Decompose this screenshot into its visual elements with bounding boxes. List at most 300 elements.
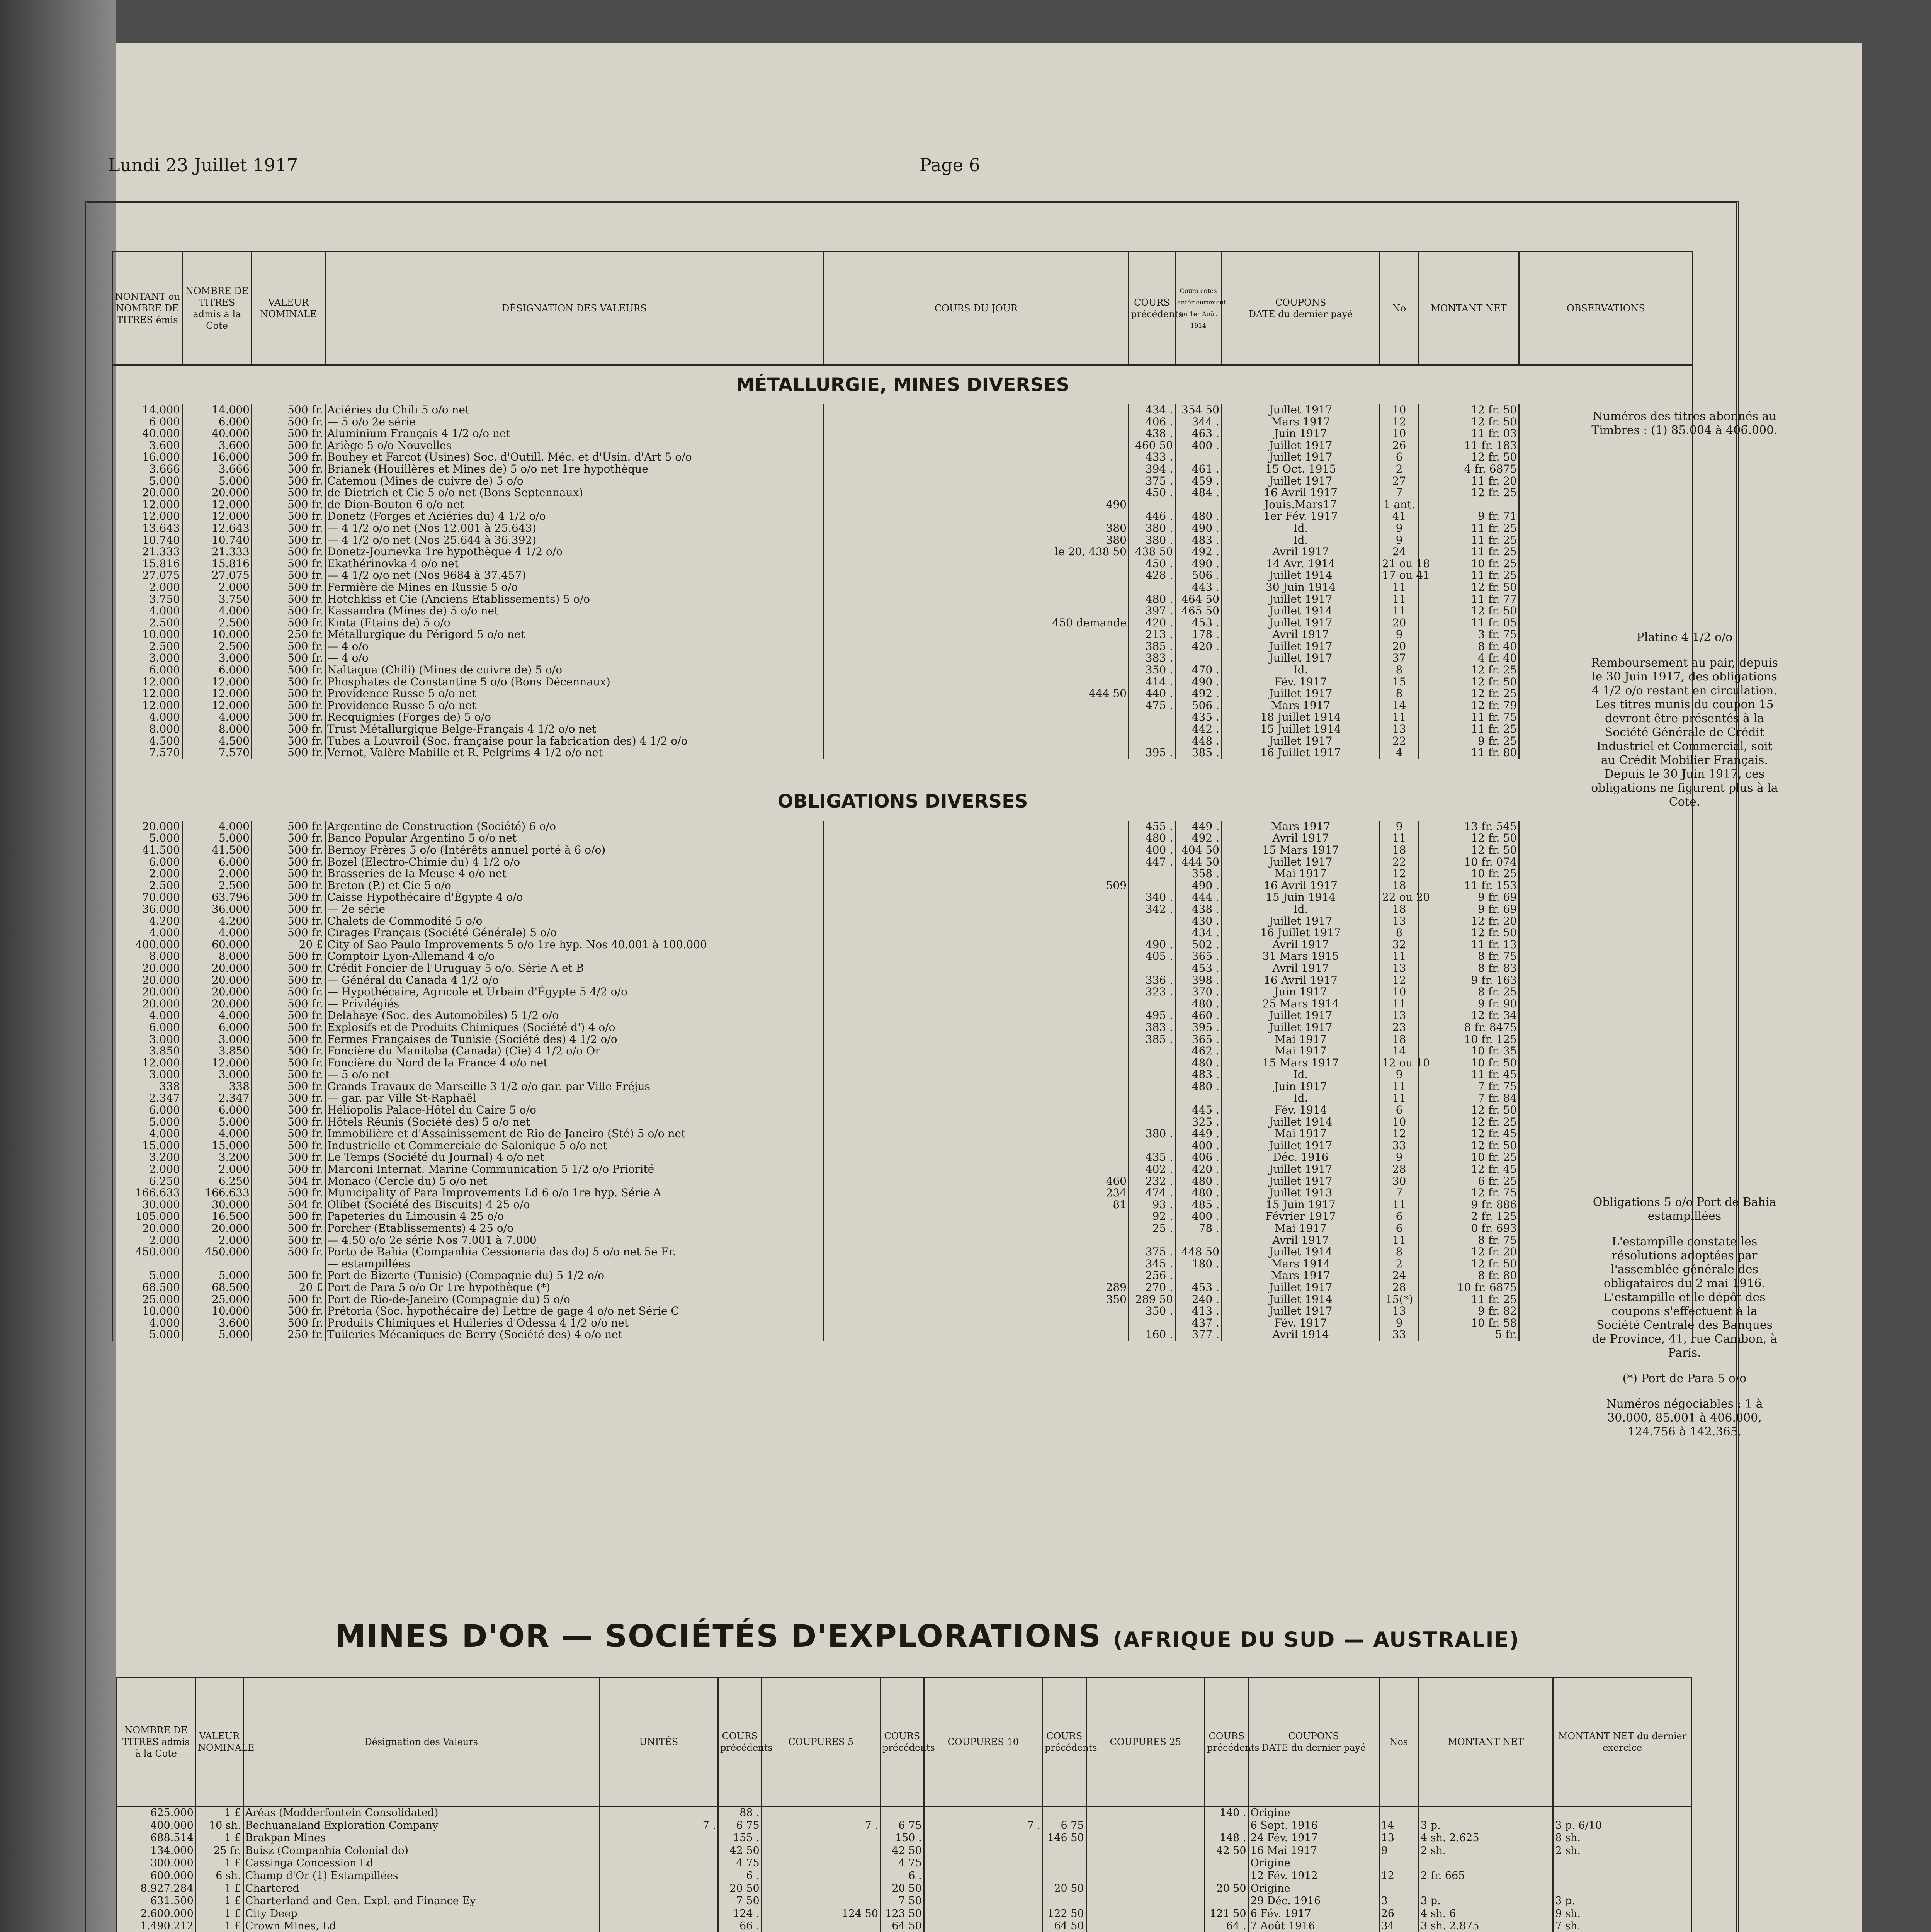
mcol-nombre: NOMBRE DE TITRES admis à la Cote <box>117 1678 196 1806</box>
cell-cours-prec: 414 . <box>1129 676 1175 688</box>
cell-exercice: 3 p. 6/10 <box>1553 1820 1692 1832</box>
cell-cours-cote: 492 . <box>1175 832 1222 844</box>
cell-admis: 40.000 <box>182 428 252 440</box>
cell-date: 31 Mars 1915 <box>1222 951 1380 963</box>
cell-valeur: 500 fr. <box>252 1187 325 1199</box>
cell-emis: 20.000 <box>113 1223 182 1235</box>
cell-montant: 12 fr. 50 <box>1419 404 1519 416</box>
cell-cours-prec: 394 . <box>1129 463 1175 475</box>
cell-designation: Immobilière et d'Assainissement de Rio de Janeiro (Sté) 5 o/o net <box>325 1128 824 1140</box>
cell-emis: 36.000 <box>113 903 182 915</box>
cell-emis: 12.000 <box>113 700 182 712</box>
cell-cours-cote: 480 . <box>1175 1057 1222 1069</box>
cell-designation: Foncière du Nord de la France 4 o/o net <box>325 1057 824 1069</box>
cell-cours-prec: 256 . <box>1129 1270 1175 1282</box>
date-label: DATE du dernier payé <box>1248 309 1353 320</box>
cell-emis: 400.000 <box>113 939 182 951</box>
cell-no: 11 <box>1380 1081 1419 1093</box>
cell-no: 33 <box>1380 1329 1419 1341</box>
cell-prec10: 122 50 <box>1042 1908 1086 1920</box>
cell-cours-prec: 93 . <box>1129 1199 1175 1211</box>
section-metallurgie-text: MÉTALLURGIE, MINES DIVERSES <box>113 365 1693 405</box>
cell-coupures5 <box>762 1870 880 1883</box>
cell-cours-jour <box>824 641 1129 653</box>
cell-emis <box>113 1258 182 1270</box>
cell-montant: 11 fr. 183 <box>1419 440 1519 452</box>
cell-no: 15(*) <box>1380 1294 1419 1306</box>
cell-cours-jour <box>824 1128 1129 1140</box>
cell-designation: Kassandra (Mines de) 5 o/o net <box>325 605 824 617</box>
table-row <box>117 1870 1692 1883</box>
cell-prec5: 150 . <box>880 1832 924 1845</box>
cell-designation: Ariège 5 o/o Nouvelles <box>325 440 824 452</box>
cell-cours-cote: 480 . <box>1175 1187 1222 1199</box>
cell-admis: 6.000 <box>182 856 252 868</box>
cell-cours-prec: 213 . <box>1129 629 1175 641</box>
cell-designation: Cassinga Concession Ld <box>243 1857 599 1870</box>
cell-designation: — 4 o/o <box>325 641 824 653</box>
table-row <box>117 1806 1692 1820</box>
cell-valeur: 500 fr. <box>252 641 325 653</box>
cell-exercice: 7 sh. <box>1553 1920 1692 1932</box>
cell-prec1: 124 . <box>718 1908 762 1920</box>
cell-prec5: 123 50 <box>880 1908 924 1920</box>
cell-emis: 6.000 <box>113 1104 182 1116</box>
table-row <box>113 1270 1693 1282</box>
mcol-prec10: COURS précédents <box>1042 1678 1086 1806</box>
cell-valeur: 500 fr. <box>252 747 325 759</box>
cell-valeur: 500 fr. <box>252 975 325 986</box>
cell-admis: 4.000 <box>182 1010 252 1022</box>
cell-unites <box>599 1857 718 1870</box>
cell-admis: 3.000 <box>182 652 252 664</box>
cell-cours-prec: 480 . <box>1129 832 1175 844</box>
cell-emis: 5.000 <box>113 1116 182 1128</box>
cell-cours-cote: 370 . <box>1175 986 1222 998</box>
cell-date: Juillet 1917 <box>1222 1010 1380 1022</box>
table-row <box>113 1081 1693 1093</box>
cell-prec10: 20 50 <box>1042 1883 1086 1895</box>
cell-designation: Bernoy Frères 5 o/o (Intérêts annuel porté à 6 o/o) <box>325 844 824 856</box>
cell-date: Déc. 1916 <box>1222 1151 1380 1163</box>
cell-cours-cote: 420 . <box>1175 641 1222 653</box>
cell-exercice: 3 p. <box>1553 1895 1692 1908</box>
cell-admis: 3.750 <box>182 594 252 605</box>
table-row <box>113 629 1693 641</box>
cell-cours-jour <box>824 629 1129 641</box>
cell-cours-prec <box>1129 1069 1175 1081</box>
cell-designation: Marconi Internat. Marine Communication 5 1/2 o/o Priorité <box>325 1163 824 1175</box>
cell-cours-prec: 336 . <box>1129 975 1175 986</box>
cell-cours-cote: 506 . <box>1175 700 1222 712</box>
cell-emis: 13.643 <box>113 522 182 534</box>
cell-no: 9 <box>1380 534 1419 546</box>
cell-prec25: 64 . <box>1205 1920 1248 1932</box>
col-montant: MONTANT NET <box>1419 252 1519 365</box>
cell-nombre: 400.000 <box>117 1820 196 1832</box>
cell-cours-cote: 400 . <box>1175 1140 1222 1152</box>
cell-cours-prec: 323 . <box>1129 986 1175 998</box>
cell-valeur: 500 fr. <box>252 963 325 975</box>
cell-admis: 4.000 <box>182 711 252 723</box>
cell-valeur: 500 fr. <box>252 700 325 712</box>
cell-admis: 20.000 <box>182 975 252 986</box>
cell-cours-jour <box>824 1163 1129 1175</box>
cell-prec25: 42 50 <box>1205 1845 1248 1857</box>
table-row <box>117 1920 1692 1932</box>
cell-cours-cote: 406 . <box>1175 1151 1222 1163</box>
cell-cours-prec: 160 . <box>1129 1329 1175 1341</box>
cell-cours-prec: 480 . <box>1129 594 1175 605</box>
cell-prec10 <box>1042 1870 1086 1883</box>
cell-date: Id. <box>1222 1092 1380 1104</box>
obs-3: Remboursement au pair, depuis le 30 Juin 1917, des obligations 4 1/2 o/o restant en circulation. Les titres munis du coupon 15 devront être présentés à la Société Générale de Crédit Industriel et Commercial, soit au Crédit Mobilier Français. Depuis le 30 Juin 1917, ces obligations ne figurent plus à la Cote. <box>1591 656 1778 809</box>
cell-cours-cote: 178 . <box>1175 629 1222 641</box>
cell-admis: 41.500 <box>182 844 252 856</box>
cell-date: 1er Fév. 1917 <box>1222 510 1380 522</box>
cell-cours-jour <box>824 711 1129 723</box>
cell-prec1: 6 . <box>718 1870 762 1883</box>
cell-valeur: 500 fr. <box>252 1223 325 1235</box>
cell-valeur: 500 fr. <box>252 522 325 534</box>
cell-coupures5: 124 50 <box>762 1908 880 1920</box>
cell-valeur: 500 fr. <box>252 1022 325 1034</box>
cell-cours-jour: 450 demande <box>824 617 1129 629</box>
cell-cours-prec: 428 . <box>1129 570 1175 582</box>
spacer-cell <box>113 759 1693 782</box>
cell-valeur: 500 fr. <box>252 880 325 892</box>
cell-designation: Port de Rio-de-Janeiro (Compagnie du) 5 o/o <box>325 1294 824 1306</box>
table-row <box>113 534 1693 546</box>
cell-valeur: 500 fr. <box>252 1270 325 1282</box>
table-row <box>113 986 1693 998</box>
table-securities <box>112 251 1693 1341</box>
cell-emis: 12.000 <box>113 676 182 688</box>
cell-coupures10 <box>924 1870 1042 1883</box>
cell-montant: 11 fr. 25 <box>1419 570 1519 582</box>
cell-emis: 4.000 <box>113 1010 182 1022</box>
cell-cours-prec: 270 . <box>1129 1282 1175 1294</box>
table-row <box>117 1895 1692 1908</box>
cell-montant: 12 fr. 50 <box>1419 832 1519 844</box>
cell-date: Juillet 1917 <box>1222 451 1380 463</box>
observations <box>1588 410 1781 1451</box>
table-row <box>113 522 1693 534</box>
cell-prec25: 20 50 <box>1205 1883 1248 1895</box>
table-row <box>113 844 1693 856</box>
page-date: Lundi 23 Juillet 1917 <box>108 155 298 175</box>
cell-cours-jour <box>824 963 1129 975</box>
cell-valeur: 500 fr. <box>252 1211 325 1223</box>
cell-emis: 7.570 <box>113 747 182 759</box>
cell-admis: 2.347 <box>182 1092 252 1104</box>
cell-montant: 11 fr. 25 <box>1419 1294 1519 1306</box>
cell-montant: 12 fr. 20 <box>1419 1246 1519 1258</box>
cell-montant: 4 sh. 2.625 <box>1419 1832 1553 1845</box>
cell-cours-cote: 490 . <box>1175 522 1222 534</box>
cell-designation: Porto de Bahia (Companhia Cessionaria das do) 5 o/o net 5e Fr. <box>325 1246 824 1258</box>
cell-date: Juillet 1917 <box>1222 475 1380 487</box>
cell-no: 9 <box>1379 1845 1418 1857</box>
cell-cours-jour: 350 <box>824 1294 1129 1306</box>
cell-coupures10 <box>924 1857 1042 1870</box>
cell-no: 11 <box>1380 582 1419 594</box>
cell-cours-jour <box>824 451 1129 463</box>
cell-date: 7 Août 1916 <box>1248 1920 1379 1932</box>
cell-montant: 12 fr. 50 <box>1419 1104 1519 1116</box>
cell-valeur: 500 fr. <box>252 856 325 868</box>
cell-no: 14 <box>1379 1820 1418 1832</box>
cell-cours-jour: 444 50 <box>824 688 1129 700</box>
cell-cours-cote: 358 . <box>1175 868 1222 880</box>
cell-admis: 6.250 <box>182 1175 252 1187</box>
cell-montant: 12 fr. 79 <box>1419 700 1519 712</box>
cell-designation: Chalets de Commodité 5 o/o <box>325 915 824 927</box>
cell-emis: 6.000 <box>113 664 182 676</box>
cell-montant: 13 fr. 545 <box>1419 821 1519 833</box>
cell-montant: 6 fr. 25 <box>1419 1175 1519 1187</box>
cell-date: 16 Juillet 1917 <box>1222 747 1380 759</box>
table-row <box>113 1305 1693 1317</box>
cell-cours-jour: 234 <box>824 1187 1129 1199</box>
cell-designation: — Privilégiés <box>325 998 824 1010</box>
cell-montant: 11 fr. 25 <box>1419 522 1519 534</box>
cell-date: 29 Déc. 1916 <box>1248 1895 1379 1908</box>
table-row <box>113 998 1693 1010</box>
cell-date: 15 Mars 1917 <box>1222 844 1380 856</box>
cell-admis: 166.633 <box>182 1187 252 1199</box>
cell-cours-cote <box>1175 451 1222 463</box>
cell-emis: 41.500 <box>113 844 182 856</box>
cell-cours-cote: 480 . <box>1175 998 1222 1010</box>
cell-cours-cote <box>1175 1270 1222 1282</box>
table-row <box>117 1857 1692 1870</box>
cell-cours-prec: 232 . <box>1129 1175 1175 1187</box>
cell-montant: 5 fr. <box>1419 1329 1519 1341</box>
cell-cours-prec <box>1129 880 1175 892</box>
cell-emis: 3.200 <box>113 1151 182 1163</box>
cell-prec1: 88 . <box>718 1806 762 1820</box>
cell-valeur: 500 fr. <box>252 915 325 927</box>
cell-cours-jour <box>824 891 1129 903</box>
cell-emis: 25.000 <box>113 1294 182 1306</box>
cell-montant: 3 sh. 2.875 <box>1419 1920 1553 1932</box>
cell-no: 12 ou 10 <box>1380 1057 1419 1069</box>
cell-coupures10 <box>924 1908 1042 1920</box>
obs-7: Numéros négociables : 1 à 30.000, 85.001 à 406.000, 124.756 à 142.365. <box>1606 1397 1763 1439</box>
cell-date: Mai 1917 <box>1222 1128 1380 1140</box>
cell-cours-cote: 449 . <box>1175 1128 1222 1140</box>
cell-date: Juillet 1917 <box>1222 652 1380 664</box>
cell-designation: Olibet (Société des Biscuits) 4 25 o/o <box>325 1199 824 1211</box>
cell-no: 13 <box>1380 963 1419 975</box>
cell-montant: 11 fr. 20 <box>1419 475 1519 487</box>
cell-valeur: 500 fr. <box>252 1128 325 1140</box>
cell-valeur: 1 £ <box>195 1806 243 1820</box>
cell-cours-cote: 365 . <box>1175 951 1222 963</box>
cell-nombre: 1.490.212 <box>117 1920 196 1932</box>
cell-valeur: 1 £ <box>195 1883 243 1895</box>
cell-date: 15 Juin 1917 <box>1222 1199 1380 1211</box>
cell-no: 11 <box>1380 711 1419 723</box>
cell-date: 16 Avril 1917 <box>1222 975 1380 986</box>
cell-date: Juillet 1917 <box>1222 1175 1380 1187</box>
cell-date: Id. <box>1222 1069 1380 1081</box>
cell-no: 10 <box>1380 428 1419 440</box>
cell-cours-prec: 92 . <box>1129 1211 1175 1223</box>
cell-cours-prec: 433 . <box>1129 451 1175 463</box>
cell-montant: 12 fr. 25 <box>1419 664 1519 676</box>
cell-montant: 12 fr. 45 <box>1419 1128 1519 1140</box>
cell-valeur: 500 fr. <box>252 1045 325 1057</box>
cell-admis: 2.000 <box>182 582 252 594</box>
cell-valeur: 500 fr. <box>252 475 325 487</box>
cell-admis: 4.500 <box>182 735 252 747</box>
cell-exercice: 2 sh. <box>1553 1845 1692 1857</box>
cell-montant <box>1419 499 1519 511</box>
cell-admis: 3.666 <box>182 463 252 475</box>
cell-admis: 6.000 <box>182 664 252 676</box>
cell-valeur: 500 fr. <box>252 499 325 511</box>
cell-cours-cote: 240 . <box>1175 1294 1222 1306</box>
cell-cours-prec <box>1129 711 1175 723</box>
cell-designation: Bouhey et Farcot (Usines) Soc. d'Outill. Méc. et d'Usin. d'Art 5 o/o <box>325 451 824 463</box>
cell-unites <box>599 1870 718 1883</box>
cell-nombre: 600.000 <box>117 1870 196 1883</box>
table-row <box>113 1116 1693 1128</box>
table-row <box>113 605 1693 617</box>
cell-no: 6 <box>1380 451 1419 463</box>
cell-designation: Hôtels Réunis (Société des) 5 o/o net <box>325 1116 824 1128</box>
cell-admis: 5.000 <box>182 1329 252 1341</box>
cell-cours-jour <box>824 868 1129 880</box>
cell-no: 9 <box>1380 629 1419 641</box>
cell-designation: Tubes a Louvroil (Soc. française pour la fabrication des) 4 1/2 o/o <box>325 735 824 747</box>
cell-admis: 2.500 <box>182 880 252 892</box>
cell-valeur: 504 fr. <box>252 1199 325 1211</box>
cell-montant: 2 fr. 665 <box>1419 1870 1553 1883</box>
cell-cours-cote: 453 . <box>1175 1282 1222 1294</box>
cell-cours-jour <box>824 416 1129 428</box>
cell-date: Id. <box>1222 903 1380 915</box>
cell-emis: 16.000 <box>113 451 182 463</box>
cell-designation: Recquignies (Forges de) 5 o/o <box>325 711 824 723</box>
cell-unites <box>599 1806 718 1820</box>
cell-cours-prec <box>1129 963 1175 975</box>
cell-no: 8 <box>1380 1246 1419 1258</box>
cell-montant: 3 p. <box>1419 1895 1553 1908</box>
cell-montant: 2 sh. <box>1419 1845 1553 1857</box>
cell-unites <box>599 1895 718 1908</box>
mcol-date <box>1248 1678 1379 1806</box>
cell-date: Mars 1917 <box>1222 700 1380 712</box>
table-row <box>113 891 1693 903</box>
cell-montant: 12 fr. 50 <box>1419 451 1519 463</box>
mcol-unites: UNITÉS <box>599 1678 718 1806</box>
cell-cours-jour <box>824 676 1129 688</box>
cell-no: 6 <box>1380 1104 1419 1116</box>
col-emis: NONTANT ou NOMBRE DE TITRES émis <box>113 252 182 365</box>
cell-designation: Buisz (Companhia Colonial do) <box>243 1845 599 1857</box>
cell-valeur: 500 fr. <box>252 605 325 617</box>
cell-montant: 11 fr. 25 <box>1419 534 1519 546</box>
table-row <box>113 582 1693 594</box>
cell-date: 15 Oct. 1915 <box>1222 463 1380 475</box>
cell-emis: 3.600 <box>113 440 182 452</box>
cell-emis: 4.000 <box>113 1317 182 1329</box>
cell-cours-jour <box>824 1270 1129 1282</box>
cell-admis: 20.000 <box>182 963 252 975</box>
cell-coupures10 <box>924 1895 1042 1908</box>
cell-valeur: 500 fr. <box>252 868 325 880</box>
cell-emis: 5.000 <box>113 1329 182 1341</box>
table-row <box>113 475 1693 487</box>
cell-prec1: 4 75 <box>718 1857 762 1870</box>
mcol-designation: Désignation des Valeurs <box>243 1678 599 1806</box>
cell-valeur: 504 fr. <box>252 1175 325 1187</box>
mcol-no: Nos <box>1379 1678 1418 1806</box>
cell-prec1: 6 75 <box>718 1820 762 1832</box>
cell-no: 9 <box>1380 821 1419 833</box>
cell-cours-prec <box>1129 1057 1175 1069</box>
table-row <box>113 1163 1693 1175</box>
cell-admis: 15.000 <box>182 1140 252 1152</box>
cell-cours-jour: 380 <box>824 522 1129 534</box>
table-row <box>113 594 1693 605</box>
cell-no: 22 <box>1380 735 1419 747</box>
cell-date: 6 Sept. 1916 <box>1248 1820 1379 1832</box>
cell-emis: 6.000 <box>113 856 182 868</box>
cell-montant: 10 fr. 35 <box>1419 1045 1519 1057</box>
mines-title-main: MINES D'OR — SOCIÉTÉS D'EXPLORATIONS <box>335 1618 1102 1654</box>
cell-no: 7 <box>1380 487 1419 499</box>
cell-cours-jour <box>824 903 1129 915</box>
cell-prec10 <box>1042 1857 1086 1870</box>
table-row <box>113 510 1693 522</box>
cell-cours-cote: 453 . <box>1175 963 1222 975</box>
table-row <box>117 1832 1692 1845</box>
cell-cours-cote: 492 . <box>1175 688 1222 700</box>
cell-valeur: 1 £ <box>195 1895 243 1908</box>
cell-cours-prec: 450 . <box>1129 487 1175 499</box>
cell-cours-prec: 447 . <box>1129 856 1175 868</box>
cell-no: 17 ou 41 <box>1380 570 1419 582</box>
cell-exercice <box>1553 1806 1692 1820</box>
cell-montant: 9 fr. 82 <box>1419 1305 1519 1317</box>
cell-cours-cote <box>1175 1235 1222 1247</box>
table-header-row <box>113 252 1693 365</box>
cell-cours-prec: 402 . <box>1129 1163 1175 1175</box>
cell-no: 11 <box>1380 605 1419 617</box>
cell-cours-prec: 400 . <box>1129 844 1175 856</box>
cell-no: 14 <box>1380 700 1419 712</box>
cell-admis: 12.000 <box>182 676 252 688</box>
cell-no: 8 <box>1380 688 1419 700</box>
cell-valeur: 500 fr. <box>252 1081 325 1093</box>
cell-valeur: 500 fr. <box>252 428 325 440</box>
cell-no: 12 <box>1379 1870 1418 1883</box>
table-row <box>113 416 1693 428</box>
cell-prec5: 4 75 <box>880 1857 924 1870</box>
cell-valeur: 500 fr. <box>252 487 325 499</box>
cell-admis: 6.000 <box>182 1104 252 1116</box>
cell-valeur: 500 fr. <box>252 617 325 629</box>
cell-designation: Le Temps (Société du Journal) 4 o/o net <box>325 1151 824 1163</box>
table-row <box>113 558 1693 570</box>
cell-designation: Brasseries de la Meuse 4 o/o net <box>325 868 824 880</box>
mines-date-label: DATE du dernier payé <box>1261 1742 1366 1753</box>
cell-coupures5 <box>762 1883 880 1895</box>
